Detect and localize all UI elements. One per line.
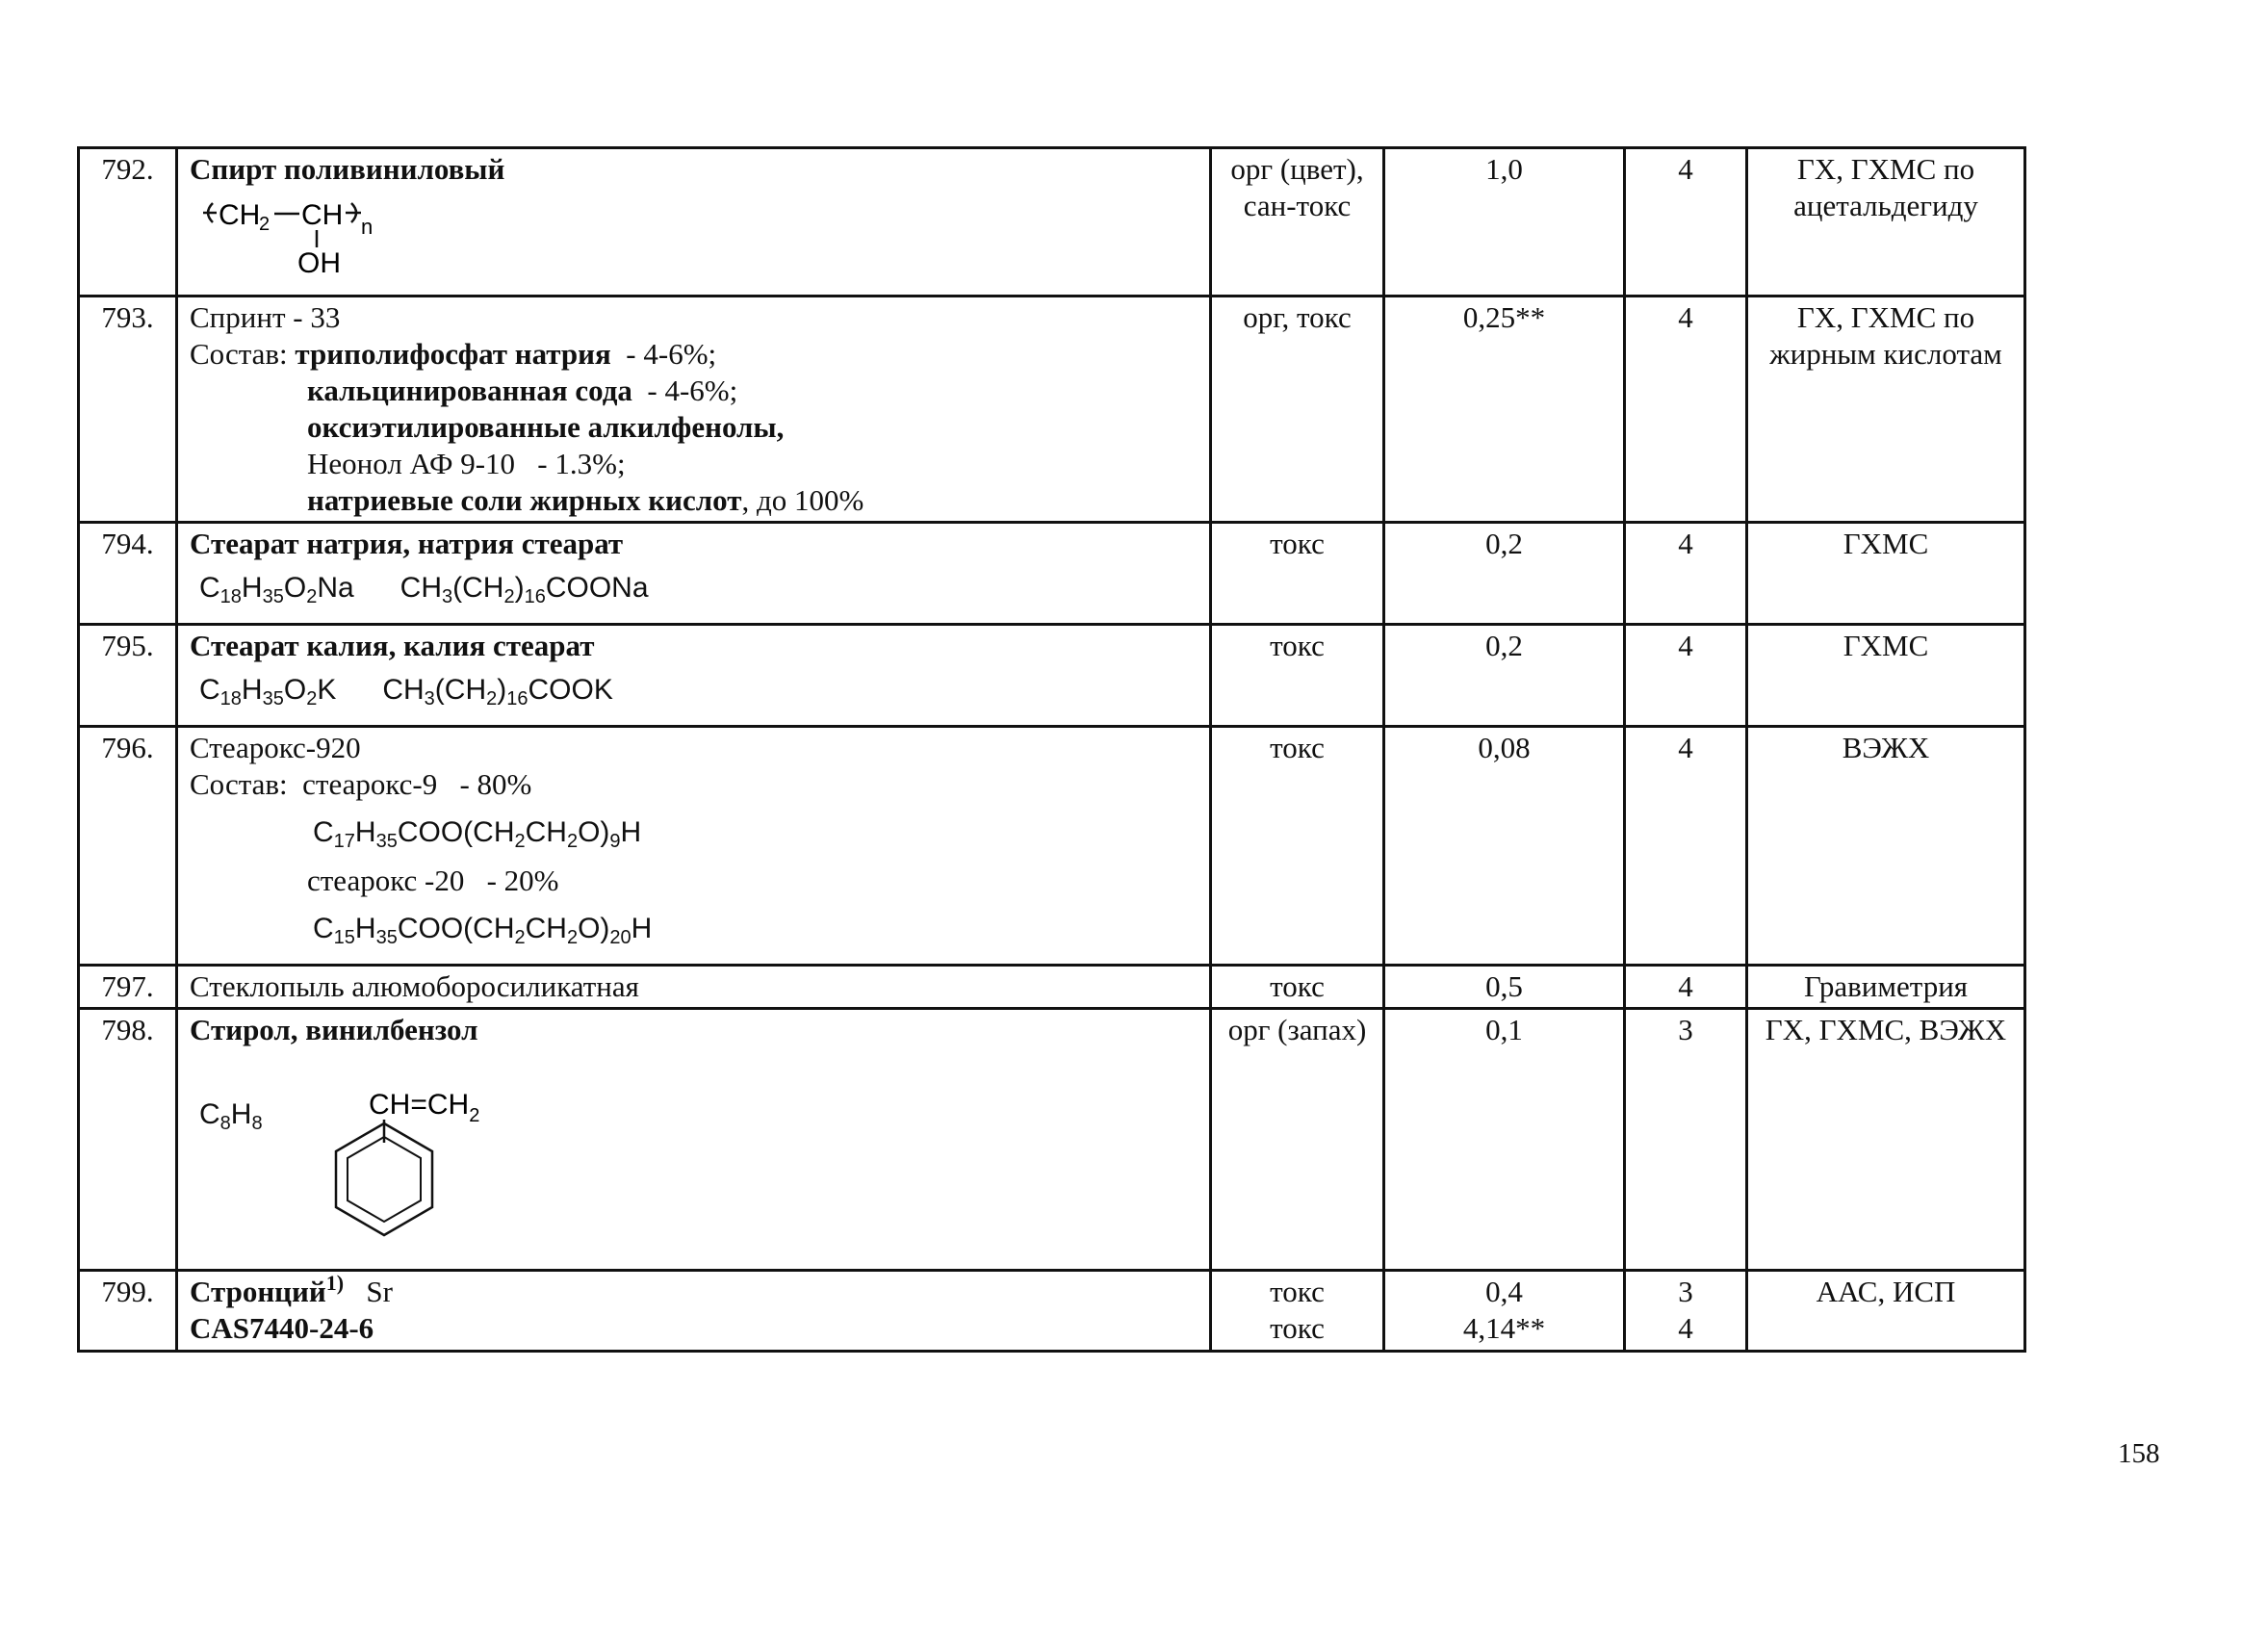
value-cell: 0,08 (1384, 727, 1625, 966)
row-number: 796. (79, 727, 177, 966)
footnote-mark: 1) (325, 1271, 345, 1295)
composition-line (190, 373, 1198, 409)
class-cell: токс (1211, 625, 1384, 727)
method-cell: ГХ, ГХМС по жирным кислотам (1747, 297, 2025, 523)
substance-name: Стеарокс-920 (190, 731, 361, 764)
row-number: 799. (79, 1271, 177, 1352)
formula-line (199, 570, 1198, 606)
class-cell: токс (1211, 966, 1384, 1009)
substance-cell (177, 523, 1211, 625)
hazard-cell: 4 (1625, 625, 1747, 727)
method-cell: Гравиметрия (1747, 966, 2025, 1009)
row-number: 798. (79, 1009, 177, 1271)
component-share: - 4-6%; (631, 374, 738, 407)
substance-cell (177, 1271, 1211, 1352)
value-cell: 0,25** (1384, 297, 1625, 523)
hazard-cell: 3 4 (1625, 1271, 1747, 1352)
class-cell: токс (1211, 727, 1384, 966)
substance-name: Стеарат калия, калия стеарат (190, 629, 595, 662)
value-cell: 0,2 (1384, 523, 1625, 625)
molecular-formula: $C_{18}H_{35}O_2K$ (199, 674, 337, 709)
molecular-formula: $C_8H_8$ (199, 1098, 263, 1134)
component-share: Неонол АФ 9-10 - 1.3%; (307, 447, 626, 480)
table-row (79, 523, 2025, 625)
molecular-formula: $C_{18}H_{35}O_2Na$ (199, 572, 354, 607)
element-symbol: Sr (366, 1275, 393, 1308)
substance-cell (177, 1009, 1211, 1271)
row-number: 792. (79, 148, 177, 297)
class-cell: орг (цвет), сан-токс (1211, 148, 1384, 297)
hazard-cell: 4 (1625, 727, 1747, 966)
substance-name: Стирол, винилбензол (190, 1013, 478, 1046)
substance-name: Стронций (190, 1275, 326, 1308)
svg-text:CH: CH (219, 199, 261, 231)
class-cell: токс (1211, 523, 1384, 625)
method-cell: ГХМС (1747, 625, 2025, 727)
component-share: стеарокс -20 - 20% (307, 864, 559, 897)
method-cell: ГХ, ГХМС по ацетальдегиду (1747, 148, 2025, 297)
styrene-structure-block (190, 1048, 1198, 1237)
class-cell: орг, токс (1211, 297, 1384, 523)
svg-text:2: 2 (259, 214, 271, 235)
value-cell: 0,5 (1384, 966, 1625, 1009)
composition-line (190, 766, 1198, 803)
substance-name: Спирт поливиниловый (190, 152, 505, 186)
substance-name: Спринт - 33 (190, 300, 341, 334)
component-name: оксиэтилированные алкилфенолы, (307, 410, 785, 444)
table-row (79, 297, 2025, 523)
cas-number: CAS7440-24-6 (190, 1311, 374, 1345)
hazard-cell: 4 (1625, 297, 1747, 523)
table-row (79, 727, 2025, 966)
composition-line (190, 482, 1198, 519)
table-row (79, 625, 2025, 727)
method-cell: ГХМС (1747, 523, 2025, 625)
structural-formula: $CH_3(CH_2)_{16}COONa$ (399, 572, 649, 607)
value-cell: 0,1 (1384, 1009, 1625, 1271)
composition-label: Состав: (190, 767, 288, 801)
composition-label: Состав: (190, 337, 288, 371)
component-share: , до 100% (741, 483, 864, 517)
component-formula: $C_{15}H_{35}COO(CH_2CH_2O)_{20}H$ (313, 913, 653, 948)
substance-cell (177, 148, 1211, 297)
formula-line (190, 814, 1198, 851)
row-number: 797. (79, 966, 177, 1009)
hazard-cell: 4 (1625, 148, 1747, 297)
hazard-cell: 4 (1625, 966, 1747, 1009)
structural-formula: $CH_3(CH_2)_{16}COOK$ (382, 674, 613, 709)
polyvinyl-alcohol-structure (190, 188, 440, 274)
substance-cell (177, 727, 1211, 966)
value-cell: 0,2 (1384, 625, 1625, 727)
value-cell: 0,4 4,14** (1384, 1271, 1625, 1352)
component-share: - 4-6%; (610, 337, 717, 371)
component-name: триполифосфат натрия (295, 337, 611, 371)
composition-line (190, 336, 1198, 373)
method-cell: ВЭЖХ (1747, 727, 2025, 966)
component-name: кальцинированная сода (307, 374, 632, 407)
substance-cell (177, 625, 1211, 727)
substance-name-line (190, 1271, 1198, 1310)
hazard-cell: 3 (1625, 1009, 1747, 1271)
composition-line (190, 446, 1198, 482)
class-cell: токс токс (1211, 1271, 1384, 1352)
substance-name: Стеклопыль алюмоборосиликатная (177, 966, 1211, 1009)
value-cell: 1,0 (1384, 148, 1625, 297)
styrene-structure (315, 1075, 546, 1239)
substance-table (77, 146, 2026, 1353)
method-cell: ААС, ИСП (1747, 1271, 2025, 1352)
composition-line (190, 409, 1198, 446)
row-number: 793. (79, 297, 177, 523)
svg-text:CH: CH (301, 199, 344, 231)
substance-name: Стеарат натрия, натрия стеарат (190, 527, 624, 560)
table-row (79, 966, 2025, 1009)
composition-line (190, 863, 1198, 899)
page-number: 158 (2118, 1438, 2160, 1469)
table-row (79, 1009, 2025, 1271)
formula-line (190, 911, 1198, 947)
svg-text:n: n (361, 215, 374, 239)
component-share: стеарокс-9 - 80% (302, 767, 532, 801)
class-cell: орг (запах) (1211, 1009, 1384, 1271)
method-cell: ГХ, ГХМС, ВЭЖХ (1747, 1009, 2025, 1271)
row-number: 794. (79, 523, 177, 625)
component-formula: $C_{17}H_{35}COO(CH_2CH_2O)_9H$ (313, 816, 642, 852)
substance-cell (177, 297, 1211, 523)
formula-line (199, 672, 1198, 709)
svg-text:OH: OH (297, 247, 341, 274)
table-row (79, 1271, 2025, 1352)
vinyl-group-label: $CH=CH_2$ (369, 1089, 480, 1126)
hazard-cell: 4 (1625, 523, 1747, 625)
component-name: натриевые соли жирных кислот (307, 483, 742, 517)
row-number: 795. (79, 625, 177, 727)
table-row (79, 148, 2025, 297)
